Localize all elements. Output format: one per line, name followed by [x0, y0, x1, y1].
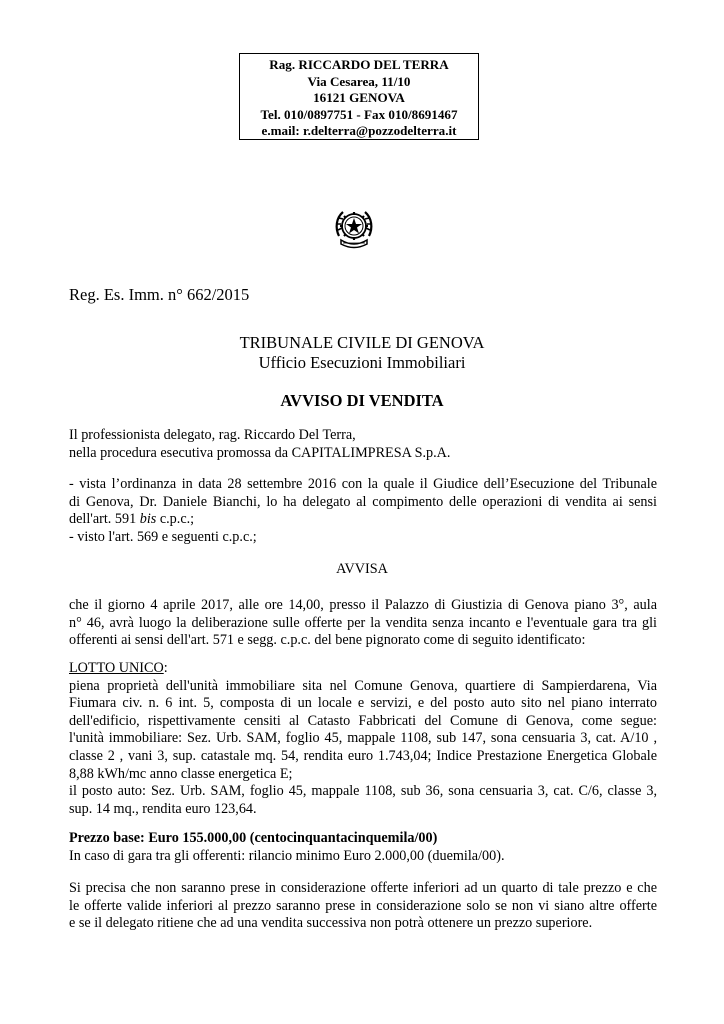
premise-text: c.p.c.; — [156, 511, 195, 528]
lotto-line: il posto auto: Sez. Urb. SAM, foglio 45, mappale 1108, sub 36, sona censuaria 3, cat. C/6, classe 3, — [69, 783, 657, 800]
lotto-title: LOTTO UNICO — [69, 660, 164, 676]
letterhead-name: Rag. RICCARDO DEL TERRA — [269, 57, 449, 72]
lotto-line: Fiumara civ. n. 6 int. 5, composta di un locale e servizi, e del posto auto sito nel piano interrato — [69, 695, 657, 712]
court-name: TRIBUNALE CIVILE DI GENOVA — [239, 333, 485, 352]
premise-italic: bis — [139, 511, 157, 528]
auction-line: offerenti ai sensi dell'art. 571 e segg. c.p.c. del bene pignorato come di seguito identificato: — [69, 632, 586, 649]
notice-paragraph — [69, 880, 657, 933]
italian-republic-emblem-icon — [333, 206, 375, 250]
court-heading — [0, 333, 724, 373]
lotto-line: 8,88 kWh/mc anno classe energetica E; — [69, 765, 293, 782]
lotto-title-suffix: : — [163, 660, 168, 676]
letterhead-email: e.mail: r.delterra@pozzodelterra.it — [261, 123, 457, 139]
premise-line — [69, 511, 657, 529]
notice-line: e se il delegato ritiene che ad una vendita successiva non potrà ottenere un prezzo superiore. — [69, 915, 593, 932]
notice-line: le offerte valide inferiori al prezzo saranno prese in considerazione solo se non vi siano altre offerte — [69, 897, 657, 914]
auction-line: che il giorno 4 aprile 2017, alle ore 14,00, presso il Palazzo di Giustizia di Genova piano 3°, aula — [69, 597, 657, 613]
lotto-line: l'unità immobiliare: Sez. Urb. SAM, foglio 45, mappale 1108, sub 147, sona censuaria 3, cat. A/10 , — [69, 730, 657, 747]
letterhead-phone: Tel. 010/0897751 - Fax 010/8691467 — [260, 106, 458, 122]
letterhead-box — [239, 53, 479, 140]
lotto-section — [69, 660, 657, 818]
letterhead-city: 16121 GENOVA — [313, 90, 405, 106]
avvisa-heading: AVVISA — [336, 561, 388, 577]
lotto-line: dell'edificio, rispettivamente censiti al Catasto Fabbricati del Comune di Genova, come segue: — [69, 712, 657, 729]
premise-line: di Genova, Dr. Daniele Bianchi, lo ha delegato al compimento delle operazioni di vendita ai sensi — [69, 493, 657, 510]
intro-line: Il professionista delegato, rag. Riccardo Del Terra, — [69, 427, 356, 443]
premises-paragraph — [69, 476, 657, 546]
lotto-line: classe 2 , vani 3, sup. catastale mq. 54, rendita euro 1.743,04; Indice Prestazione Energetica Globale — [69, 747, 657, 764]
base-price: Prezzo base: Euro 155.000,00 (centocinquantacinquemila/00) — [69, 830, 438, 846]
registration-number: Reg. Es. Imm. n° 662/2015 — [69, 285, 250, 304]
letterhead-street: Via Cesarea, 11/10 — [307, 73, 411, 89]
document-title: AVVISO DI VENDITA — [280, 391, 444, 410]
notice-line: Si precisa che non saranno prese in considerazione offerte inferiori ad un quarto di tale prezzo e che — [69, 880, 657, 896]
lotto-line: piena proprietà dell'unità immobiliare sita nel Comune Genova, quartiere di Sampierdarena, Via — [69, 677, 657, 694]
court-office: Ufficio Esecuzioni Immobiliari — [258, 353, 466, 372]
premise-line: - vista l’ordinanza in data 28 settembre 2016 con la quale il Giudice dell’Esecuzione del Tribunale — [69, 476, 657, 492]
intro-paragraph — [69, 427, 657, 462]
price-section — [69, 830, 657, 865]
lotto-line: sup. 14 mq., rendita euro 123,64. — [69, 800, 257, 817]
premise-line: - visto l'art. 569 e seguenti c.p.c.; — [69, 528, 257, 545]
premise-text: dell'art. 591 — [69, 511, 140, 528]
auction-line: n° 46, avrà luogo la deliberazione sulle offerte per la vendita senza incanto e l'eventuale gara tra gli — [69, 614, 657, 631]
intro-line: nella procedura esecutiva promossa da CAPITALIMPRESA S.p.A. — [69, 444, 451, 461]
auction-paragraph — [69, 597, 657, 650]
minimum-raise: In caso di gara tra gli offerenti: rilancio minimo Euro 2.000,00 (duemila/00). — [69, 847, 505, 864]
lotto-heading — [69, 660, 657, 678]
